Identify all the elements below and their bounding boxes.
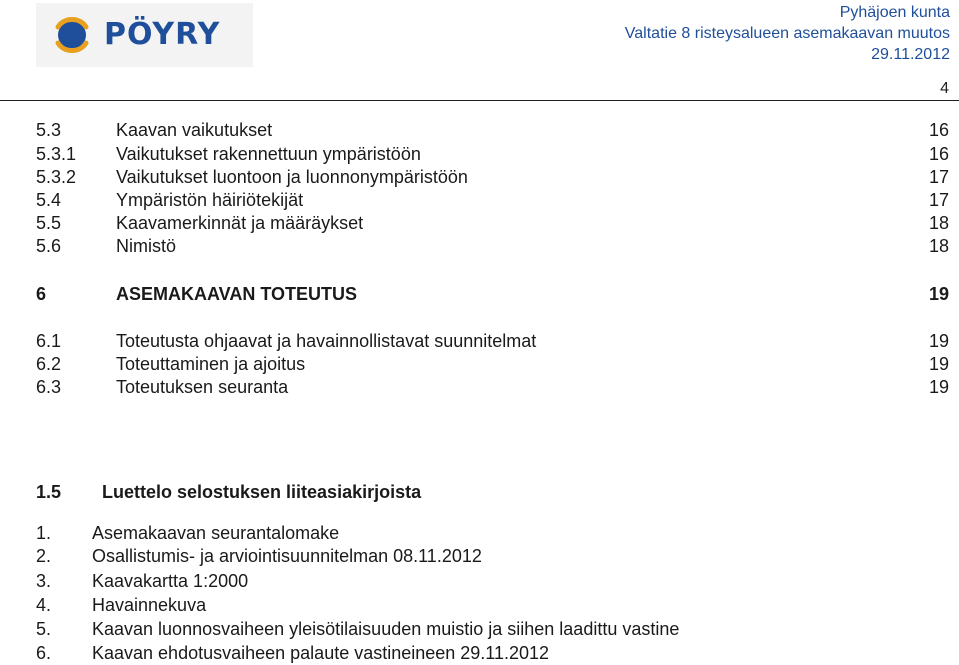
toc-title: Kaavan vaikutukset — [116, 120, 273, 140]
toc-entry[interactable] — [0, 234, 959, 258]
logo-text: PÖYRY — [104, 17, 221, 52]
toc-entry[interactable] — [0, 352, 959, 376]
toc-entry[interactable] — [0, 211, 959, 235]
toc-number: 6 — [36, 284, 47, 304]
list-item-title: Havainnekuva — [92, 595, 207, 615]
municipality-name: Pyhäjoen kunta — [839, 4, 950, 21]
toc-page: 19 — [928, 354, 949, 374]
toc-page: 16 — [928, 120, 949, 140]
poyry-logo-icon — [42, 5, 102, 65]
toc-number: 6.1 — [36, 331, 62, 351]
toc-title: Vaikutukset rakennettuun ympäristöön — [116, 144, 421, 164]
toc-title: Toteuttaminen ja ajoitus — [116, 354, 306, 374]
toc-title: Toteutuksen seuranta — [116, 377, 289, 397]
toc-page: 19 — [928, 284, 949, 304]
toc-number: 5.3 — [36, 120, 62, 140]
list-item-number: 3. — [36, 571, 52, 591]
document-header-info — [625, 2, 950, 65]
list-item-number: 1. — [36, 523, 52, 543]
toc-page: 17 — [928, 167, 949, 187]
list-item-number: 4. — [36, 595, 52, 615]
toc-entry[interactable] — [0, 118, 959, 142]
toc-entry[interactable] — [0, 188, 959, 212]
list-item-title: Osallistumis- ja arviointisuunnitelman 08.11.2012 — [92, 546, 482, 566]
toc-title: Toteutusta ohjaavat ja havainnollistavat suunnitelmat — [116, 331, 537, 351]
toc-entry[interactable] — [0, 142, 959, 166]
toc-page: 19 — [928, 331, 949, 351]
toc-entry[interactable] — [0, 375, 959, 399]
toc-number: 5.6 — [36, 236, 62, 256]
list-item-title: Kaavan ehdotusvaiheen palaute vastineineen 29.11.2012 — [92, 643, 550, 663]
project-title: Valtatie 8 risteysalueen asemakaavan muutos — [624, 25, 950, 42]
list-item-title: Asemakaavan seurantalomake — [92, 523, 340, 543]
list-item-number: 6. — [36, 643, 52, 663]
toc-number: 5.3.1 — [36, 144, 77, 164]
toc-title: Vaikutukset luontoon ja luonnonympäristöön — [116, 167, 468, 187]
section-title: Luettelo selostuksen liiteasiakirjoista — [102, 482, 422, 502]
toc-page: 17 — [928, 190, 949, 210]
toc-number: 6.2 — [36, 354, 62, 374]
toc-title: Ympäristön häiriötekijät — [116, 190, 304, 210]
document-date: 29.11.2012 — [871, 46, 950, 63]
toc-number: 5.4 — [36, 190, 62, 210]
toc-page: 18 — [928, 236, 949, 256]
header-divider — [0, 100, 959, 101]
page-number: 4 — [940, 80, 949, 97]
toc-entry[interactable] — [0, 165, 959, 189]
toc-page: 19 — [928, 377, 949, 397]
toc-page: 16 — [928, 144, 949, 164]
section-number: 1.5 — [36, 482, 62, 502]
company-logo — [36, 3, 253, 67]
toc-page: 18 — [928, 213, 949, 233]
toc-entry[interactable] — [0, 329, 959, 353]
toc-number: 5.3.2 — [36, 167, 77, 187]
list-item-title: Kaavan luonnosvaiheen yleisötilaisuuden muistio ja siihen laadittu vastine — [92, 619, 680, 639]
list-item-title: Kaavakartta 1:2000 — [92, 571, 249, 591]
list-item-number: 5. — [36, 619, 52, 639]
toc-title: ASEMAKAAVAN TOTEUTUS — [116, 284, 358, 304]
toc-number: 5.5 — [36, 213, 62, 233]
toc-number: 6.3 — [36, 377, 62, 397]
toc-title: Kaavamerkinnät ja määräykset — [116, 213, 364, 233]
toc-chapter-entry[interactable] — [0, 282, 959, 306]
list-item-number: 2. — [36, 546, 52, 566]
toc-title: Nimistö — [116, 236, 177, 256]
